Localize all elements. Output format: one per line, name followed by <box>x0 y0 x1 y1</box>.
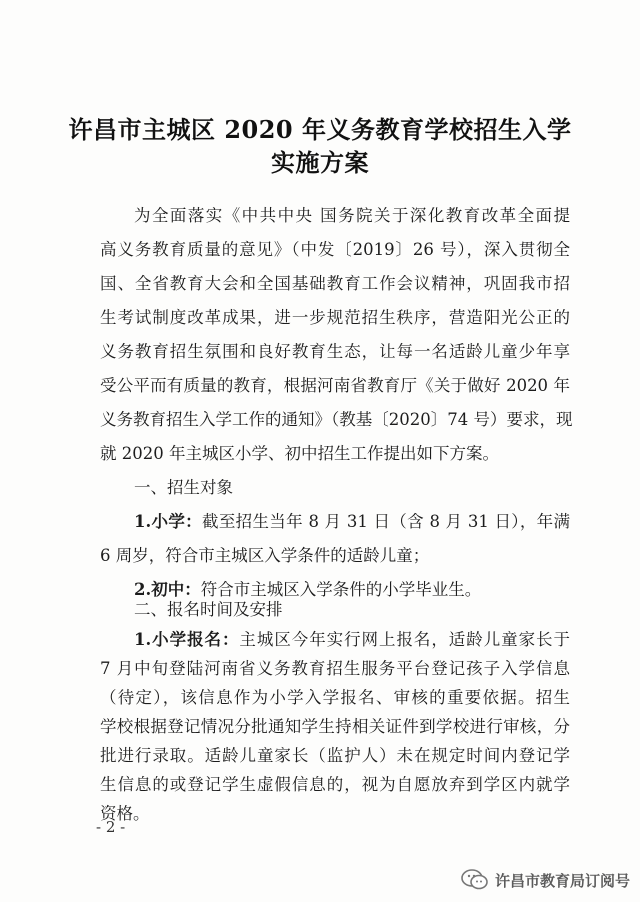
wechat-icon <box>461 868 489 892</box>
section-heading-enrollment-targets: 一、招生对象 <box>134 478 233 497</box>
registration-line: 学校根据登记情况分批通知学生持相关证件到学校进行审核，分 <box>100 717 570 736</box>
item-label: 2.初中： <box>134 580 201 599</box>
watermark <box>461 868 630 892</box>
intro-line: 国、全省教育大会和全国基础教育工作会议精神，巩固我市招 <box>100 274 570 293</box>
registration-line: 生信息的或登记学生虚假信息的，视为自愿放弃到学区内就学 <box>100 775 570 794</box>
item-text: 主城区今年实行网上报名，适龄儿童家长于 <box>239 630 570 649</box>
intro-line: 为全面落实《中共中央 国务院关于深化教育改革全面提 <box>134 206 570 225</box>
item-label: 1.小学： <box>134 512 202 531</box>
page-number: - 2 - <box>96 818 126 836</box>
item-text: 截至招生当年 8 月 31 日（含 8 月 31 日），年满 <box>202 512 570 531</box>
document-title-line2: 实施方案 <box>271 148 369 177</box>
intro-line: 受公平而有质量的教育，根据河南省教育厅《关于做好 2020 年 <box>100 376 570 395</box>
registration-line: 资格。 <box>100 804 150 823</box>
intro-line: 高义务教育质量的意见》（中发〔2019〕26 号），深入贯彻全 <box>100 240 570 259</box>
section-heading-registration: 二、报名时间及安排 <box>134 600 283 619</box>
intro-line: 义务教育招生氛围和良好教育生态，让每一名适龄儿童少年享 <box>100 342 570 361</box>
registration-line: 7 月中旬登陆河南省义务教育招生服务平台登记孩子入学信息 <box>100 659 570 678</box>
item-primary-registration <box>134 626 570 650</box>
item-primary-school-cont: 6 周岁，符合市主城区入学条件的适龄儿童； <box>100 546 430 565</box>
watermark-text: 许昌市教育局订阅号 <box>494 871 630 890</box>
item-label: 1.小学报名： <box>134 630 240 649</box>
registration-line: （待定），该信息作为小学入学报名、审核的重要依据。招生 <box>100 688 570 707</box>
document-title-line1: 许昌市主城区 2020 年义务教育学校招生入学 <box>68 115 572 144</box>
intro-line: 就 2020 年主城区小学、初中招生工作提出如下方案。 <box>100 444 499 463</box>
item-primary-school <box>134 508 570 532</box>
item-text: 符合市主城区入学条件的小学毕业生。 <box>200 580 482 599</box>
registration-line: 批进行录取。适龄儿童家长（监护人）未在规定时间内登记学 <box>100 746 570 765</box>
intro-line: 义务教育招生入学工作的通知》（教基〔2020〕74 号）要求，现 <box>100 410 573 429</box>
intro-line: 生考试制度改革成果，进一步规范招生秩序，营造阳光公正的 <box>100 308 570 327</box>
